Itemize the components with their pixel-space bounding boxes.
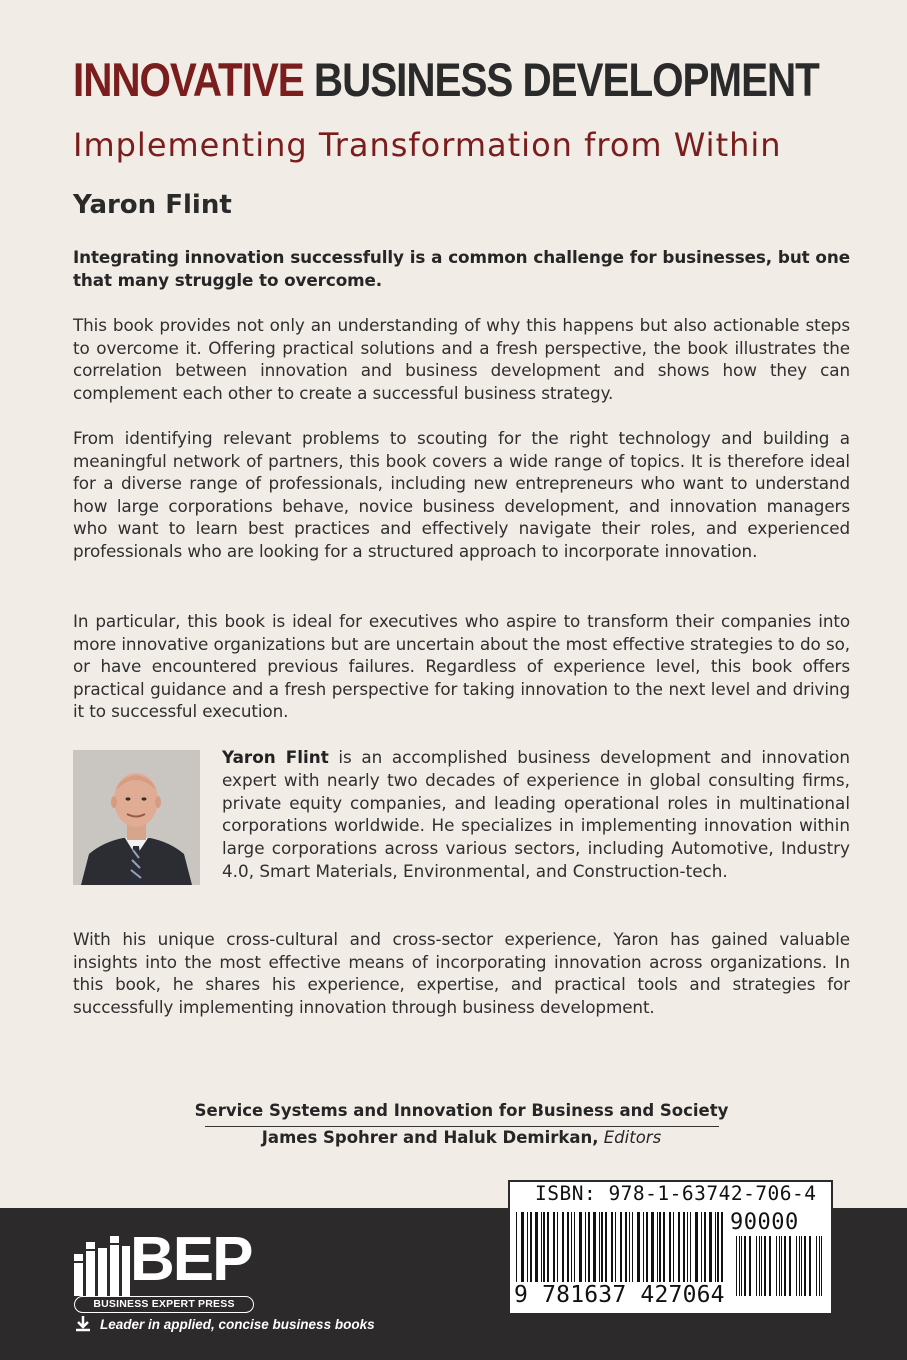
ean-digits: 9 781637 427064 — [514, 1282, 725, 1308]
bio-author-name: Yaron Flint — [222, 747, 329, 767]
book-title — [73, 52, 819, 108]
books-magnifier-icon — [72, 1228, 132, 1300]
series-editors — [73, 1127, 850, 1149]
series-editors-role: Editors — [598, 1128, 662, 1147]
description-paragraph-1: This book provides not only an understanding of why this happens but also actionable steps to overcome it. Offering practical solutions and a fresh perspective, the book illustrates the correlation between innovation and business development and shows how they can complement each other to create a successful business strategy. — [73, 315, 850, 403]
bio-text: is an accomplished business development and innovation expert with nearly two decades of experience in global consulting firms, private equity companies, and leading operational roles in multinational corporations worldwide. He specializes in implementing innovation within large corporations across various sectors, including Automotive, Industry 4.0, Smart Materials, Environmental, and Construction-tech. — [222, 747, 850, 881]
author-portrait-illustration — [73, 750, 200, 885]
author-photo — [73, 750, 200, 885]
addon-barcode-bars — [734, 1236, 826, 1296]
publisher-logo-text: BEP — [130, 1225, 252, 1294]
price-addon-code: 90000 — [730, 1210, 799, 1235]
download-arrow-icon — [74, 1314, 92, 1338]
author-bio — [222, 746, 850, 883]
publisher-tagline: Leader in applied, concise business books — [100, 1317, 375, 1332]
lead-paragraph: Integrating innovation successfully is a common challenge for businesses, but one that many struggle to overcome. — [73, 247, 850, 290]
isbn-text: ISBN: 978-1-63742-706-4 — [535, 1182, 817, 1205]
description-paragraph-3: In particular, this book is ideal for executives who aspire to transform their companies into more innovative organizations but are uncertain about the most effective strategies to do so, or have encountered previous failures. Regardless of experience level, this book offers practical guidance and a fresh perspective for taking innovation to the next level and driving it to successful execution. — [73, 611, 850, 722]
series-title: Service Systems and Innovation for Business and Society — [194, 1101, 729, 1120]
publisher-name: BUSINESS EXPERT PRESS — [74, 1296, 254, 1313]
book-subtitle: Implementing Transformation from Within — [73, 126, 782, 164]
author-experience-paragraph: With his unique cross-cultural and cross-sector experience, Yaron has gained valuable insights into the most effective means of incorporating innovation across organizations. In this book, he shares his experience, expertise, and practical tools and strategies for successfully implementing innovation through business development. — [73, 929, 850, 1017]
author-name: Yaron Flint — [73, 190, 232, 220]
ean-barcode-bars — [514, 1212, 726, 1282]
description-paragraph-2: From identifying relevant problems to scouting for the right technology and building a meaningful network of partners, this book covers a wide range of topics. It is therefore ideal for a diverse range of professionals, including new entrepreneurs who want to understand how large corporations behave, novice business development, and innovation managers who want to learn best practices and effectively navigate their roles, and experienced professionals who are looking for a structured approach to incorporate innovation. — [73, 428, 850, 561]
title-rest: BUSINESS DEVELOPMENT — [303, 53, 819, 106]
title-accent-word: INNOVATIVE — [73, 53, 304, 106]
series-editor-names: James Spohrer and Haluk Demirkan, — [261, 1128, 599, 1147]
